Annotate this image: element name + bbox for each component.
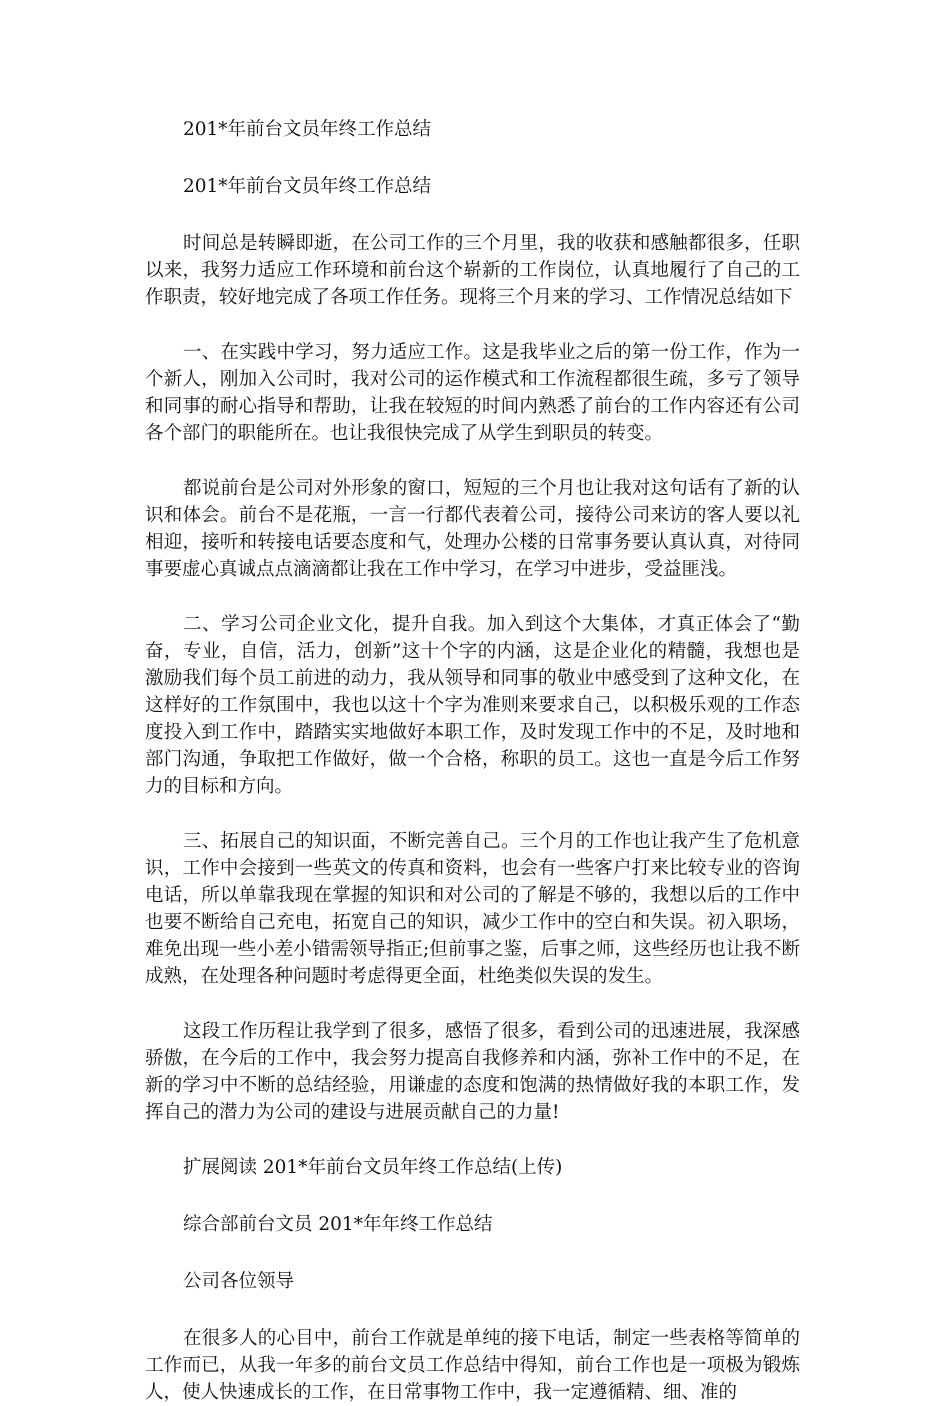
paragraph-final: 在很多人的心目中，前台工作就是单纯的接下电话，制定一些表格等简单的工作而已，从我一年多的前台文员工作总结中得知，前台工作也是一项极为锻炼人，使人快速成长的工作，在日常事物工作中，我一定遵循精、细、准的 — [145, 1328, 800, 1403]
paragraph-section-2: 二、学习公司企业文化，提升自我。加入到这个大集体，才真正体会了“勤奋，专业，自信，活力，创新”这十个字的内涵，这是企业化的精髓，我想也是激励我们每个员工前进的动力，我从领导和同事的敬业中感受到了这种文化，在这样好的工作氛围中，我也以这十个字为准则来要求自己，以积极乐观的工作态度投入到工作中，踏踏实实地做好本职工作，及时发现工作中的不足，及时地和部门沟通，争取把工作做好，做一个合格，称职的员工。这也一直是今后工作努力的目标和方向。 — [145, 614, 800, 797]
paragraph-front-desk: 都说前台是公司对外形象的窗口，短短的三个月也让我对这句话有了新的认识和体会。前台不是花瓶，一言一行都代表着公司，接待公司来访的客人要以礼相迎，接听和转接电话要态度和气，处理办公楼的日常事务要认真认真，对待同事要虚心真诚点点滴滴都让我在工作中学习，在学习中进步，受益匪浅。 — [145, 478, 800, 580]
salutation: 公司各位领导 — [183, 1271, 295, 1292]
paragraph-intro: 时间总是转瞬即逝，在公司工作的三个月里，我的收获和感触都很多，任职以来，我努力适应工作环境和前台这个崭新的工作岗位，认真地履行了自己的工作职责，较好地完成了各项工作任务。现将三个月来的学习、工作情况总结如下 — [145, 233, 800, 308]
paragraph-section-1: 一、在实践中学习，努力适应工作。这是我毕业之后的第一份工作，作为一个新人，刚加入公司时，我对公司的运作模式和工作流程都很生疏，多亏了领导和同事的耐心指导和帮助，让我在较短的时间内熟悉了前台的工作内容还有公司各个部门的职能所在。也让我很快完成了从学生到职员的转变。 — [145, 342, 800, 444]
document-title-repeat: 201*年前台文员年终工作总结 — [183, 176, 432, 197]
paragraph-section-3: 三、拓展自己的知识面，不断完善自己。三个月的工作也让我产生了危机意识，工作中会接到一些英文的传真和资料，也会有一些客户打来比较专业的咨询电话，所以单靠我现在掌握的知识和对公司的了解是不够的，我想以后的工作中也要不断给自己充电，拓宽自己的知识，减少工作中的空白和失误。初入职场，难免出现一些小差小错需领导指正;但前事之鉴，后事之师，这些经历也让我不断成熟，在处理各种问题时考虑得更全面，杜绝类似失误的发生。 — [145, 831, 800, 987]
extended-reading-heading: 扩展阅读 201*年前台文员年终工作总结(上传) — [183, 1157, 563, 1178]
document-subtitle: 综合部前台文员 201*年年终工作总结 — [183, 1214, 493, 1235]
paragraph-conclusion: 这段工作历程让我学到了很多，感悟了很多，看到公司的迅速进展，我深感骄傲，在今后的工作中，我会努力提高自我修养和内涵，弥补工作中的不足，在新的学习中不断的总结经验，用谦虚的态度和饱满的热情做好我的本职工作，发挥自己的潜力为公司的建设与进展贡献自己的力量! — [145, 1021, 800, 1123]
document-title: 201*年前台文员年终工作总结 — [183, 119, 432, 140]
